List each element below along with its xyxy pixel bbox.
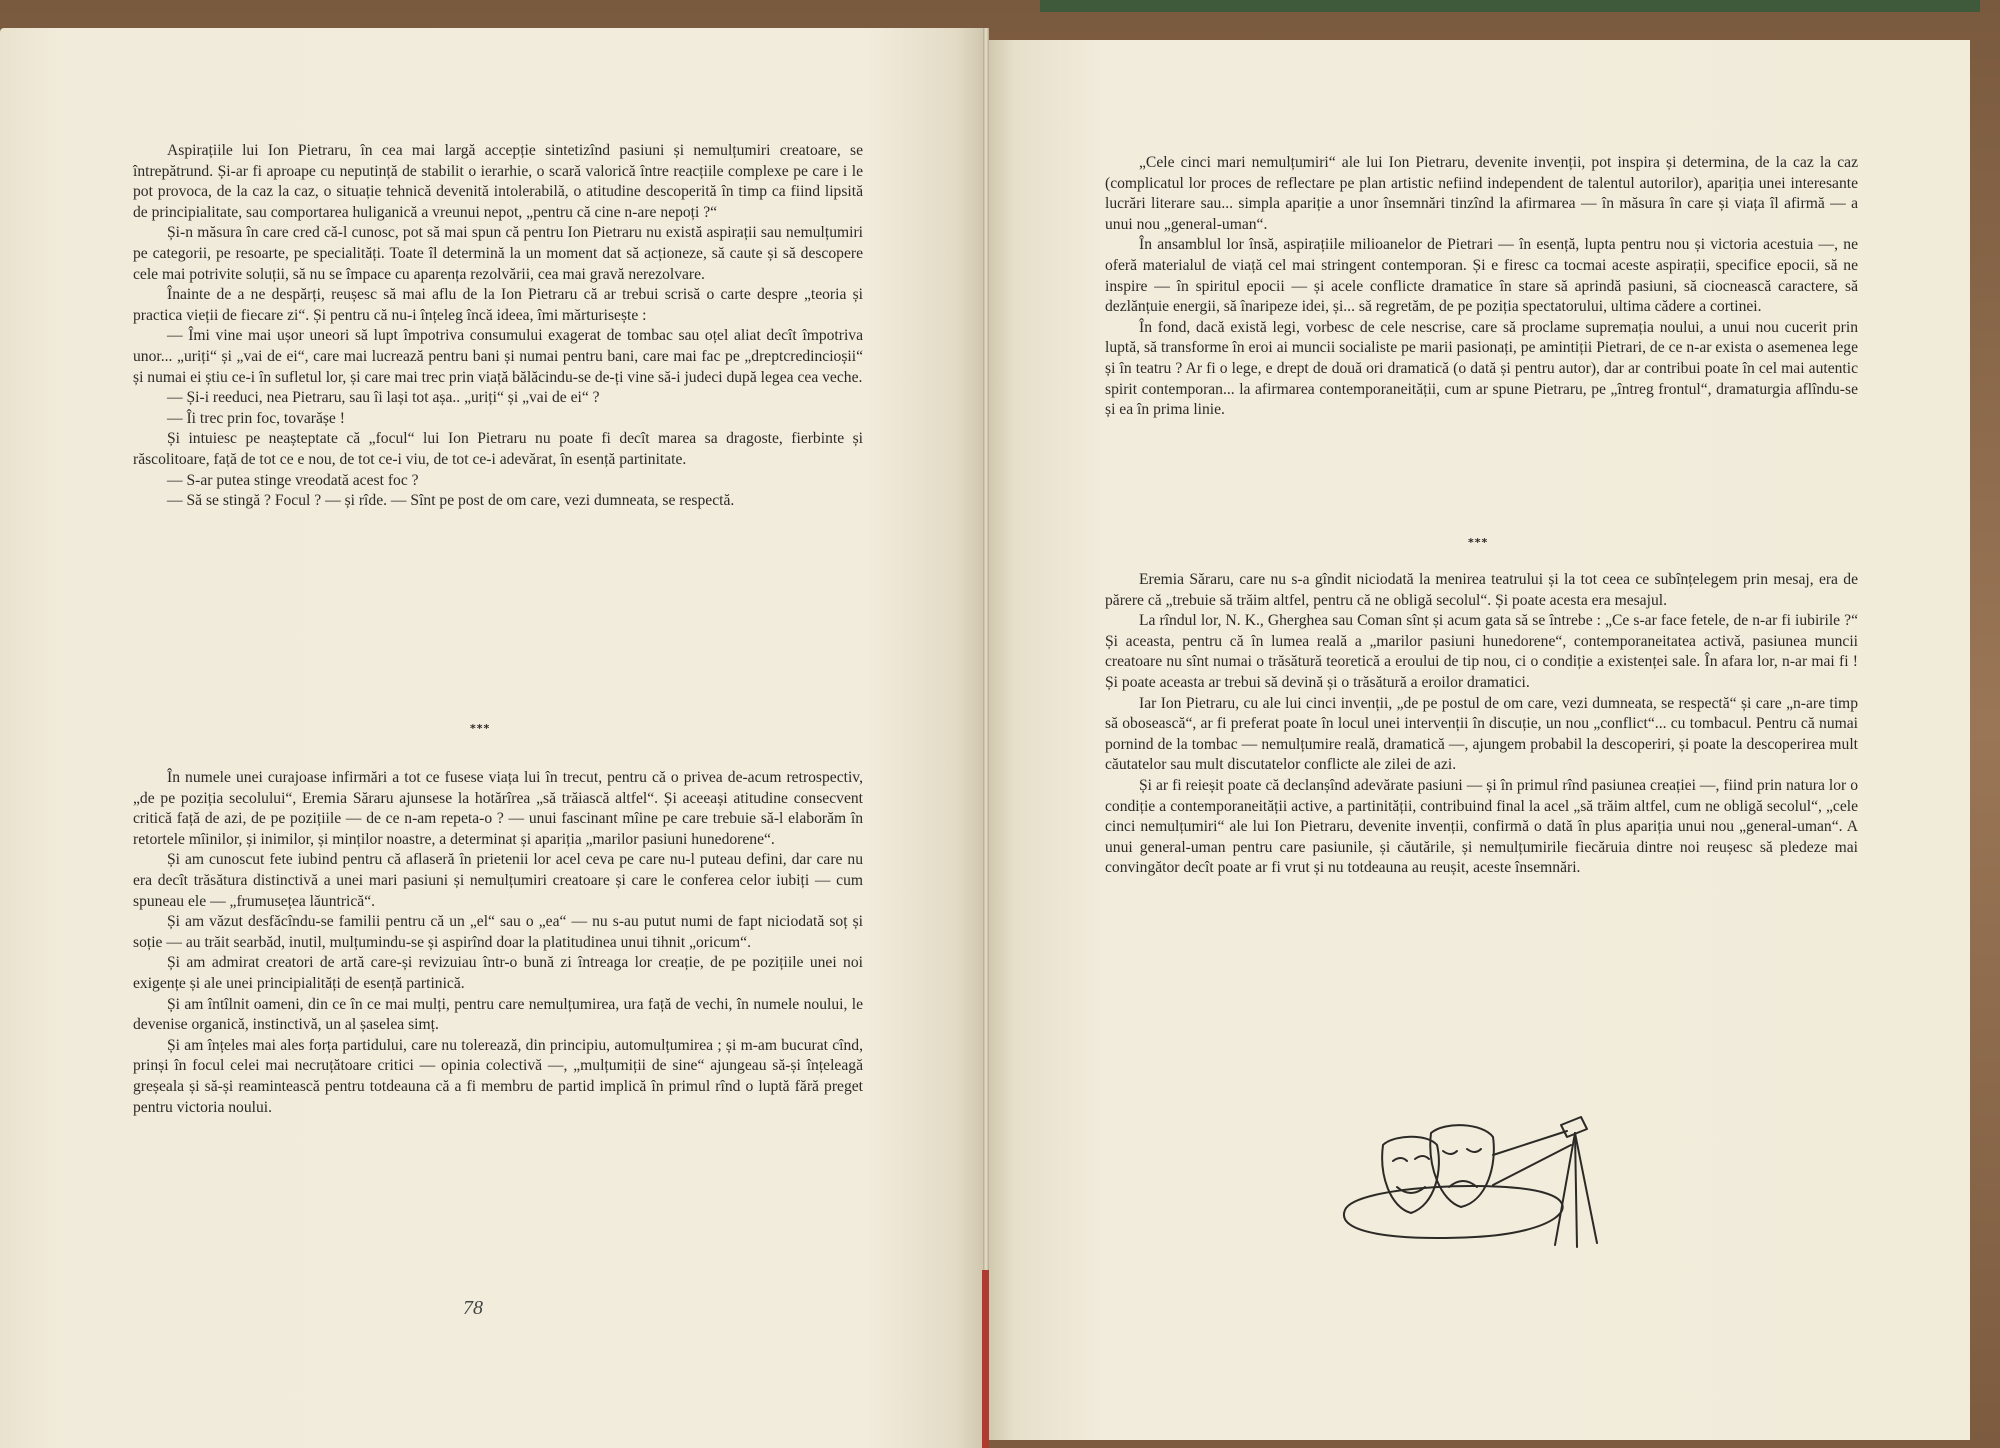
paragraph: Eremia Săraru, care nu s-a gîndit niciodată la menirea teatrului și la tot ceea ce subînțelegem prin mesaj, era de părere că „trebuie să trăim altfel, pentru că ne obligă secolul“. Și poate acesta era mesajul. bbox=[1105, 571, 1858, 609]
paragraph: Și ar fi reieșit poate că declanșînd adevărate pasiuni — și în primul rînd pasiunea creației —, fiind prin natura lor o condiție a contemporaneității active, a partinității, contribuind final la acel „să trăim altfel, cum ne obligă secolul“, „cele cinci nemulțumiri“ ale lui Ion Pietraru, devenite invenții, confirmă o dată în plus apariția unui nou „general-uman“. A unui general-uman pentru care pasiunile, și căutările, și nemulțumirile fiecăruia dintre noi reușesc să pledeze mai convingător decît poate ar fi vrut și nu totdeauna au reușit, aceste însemnări. bbox=[1105, 776, 1858, 877]
paragraph: În numele unei curajoase infirmări a tot ce fusese viața lui în trecut, pentru că o privea de-acum retrospectiv, „de pe poziția secolului“, Eremia Săraru ajunsese la hotărîrea „să trăiască altfel“. Și aceeași atitudine consecvent critică față de azi, de pe pozițiile — de ce n-am repeta-o ? — unui fascinant mîine pe care trebuie să-l elaborăm în retortele mîinilor, și inimilor, și minților noastre, a determinat și apariția „marilor pasiuni hunedorene“. bbox=[133, 769, 863, 848]
paragraph: Și am admirat creatori de artă care-și revizuiau într-o bună zi întreaga lor creație, de pe pozițiile unei noi exigențe și ale unei principialități de esență partinică. bbox=[133, 954, 863, 992]
paragraph: Iar Ion Pietraru, cu ale lui cinci invenții, „de pe postul de om care, vezi dumneata, se respectă“ și care „n-are timp să obosească“, ar fi preferat poate în locul unei intervenții în discuție, un nou „conflict“... cu tombacul. Pentru că numai pornind de la tombac — nemulțumire reală, dramatică —, ajungem probabil la descoperiri, și poate la descoperirea mult căutatelor sau mult discutatelor conflicte ale zilei de azi. bbox=[1105, 694, 1858, 774]
paragraph: Și-n măsura în care cred că-l cunosc, pot să mai spun că pentru Ion Pietraru nu există aspirații sau nemulțumiri pe categorii, pe resoarte, pe specialități. Toate îl determină la un moment dat să acționeze, să caute și să descopere cele mai potrivite soluții, să nu se împace cu aparența rezolvării, cea mai gravă nerezolvare. bbox=[133, 224, 863, 283]
paragraph: Și intuiesc pe neașteptate că „focul“ lui Ion Pietraru nu poate fi decît marea sa dragoste, fierbinte și răscolitoare, față de tot ce e nou, de tot ce-i viu, de tot ce-i adevărat, în esență partinitate. bbox=[133, 430, 863, 468]
paragraph: Și am înțeles mai ales forța partidului, care nu tolerează, din principiu, automulțumirea ; și m-am bucurat cînd, prinși în focul celei mai necruțătoare critici — opinia colectivă —, „mulțumiții de sine“ ajungeau să-și înțeleagă greșeala și să-și reamintească pentru totdeauna că a fi membru de partid implică în primul rînd o luptă fără preget pentru victoria noului. bbox=[133, 1036, 863, 1116]
paragraph: La rîndul lor, N. K., Gherghea sau Coman sînt și acum gata să se întrebe : „Ce s-ar face fetele, de n-ar fi iubirile ?“ Și aceasta, pentru că în lumea reală a „marilor pasiuni hunedorene“, contemporaneitatea activă, pasiunea muncii creatoare nu sînt numai o trăsătură teoretică a eroului de tip nou, ci o condiție a existenței sale. În afara lor, n-ar mai fi ! Și poate aceasta ar trebui să devină și o trăsătură a eroilor dramatici. bbox=[1105, 612, 1858, 691]
paragraph: Și am întîlnit oameni, din ce în ce mai mulți, pentru care nemulțumirea, ura față de vechi, în numele noului, le devenise organică, instinctivă, un al șaselea simț. bbox=[133, 995, 863, 1034]
dialogue-line: — Îi trec prin foc, tovarășe ! bbox=[167, 409, 345, 427]
paragraph: Și am văzut desfăcîndu-se familii pentru că un „el“ sau o „ea“ — nu s-au putut numi de fapt niciodată soț și soție — au trăit searbăd, inutil, mulțumindu-se și aspirînd doar la platitudinea unui tihnit „oricum“. bbox=[133, 913, 863, 951]
dialogue-line: — Îmi vine mai ușor uneori să lupt împotriva consumului exagerat de tombac sau oțel aliat decît împotriva unor... „uriți“ și „vai de ei“, care mai lucrează pentru bani și numai pentru bani, care mai fac pe „dreptcredincioșii“ și numai ei știu ce-i în sufletul lor, și care mai trec prin viață bălăcindu-se de-ți vine să-i judeci după legea cea veche. bbox=[133, 327, 863, 386]
theatre-masks-and-camera-icon bbox=[1335, 1115, 1635, 1255]
paragraph: Aspirațiile lui Ion Pietraru, în cea mai largă accepție sintetizînd pasiuni și nemulțumiri creatoare, se întrepătrund. Și-ar fi aproape cu neputință de stabilit o ierarhie, o scară valorică între reacțiile complexe pe care i le pot provoca, de la caz la caz, o situație tehnică devenită intolerabilă, o atitudine descoperită în timp ca fiind lipsită de principialitate, sau comportarea huliganică a vreunui nepot, „pentru că cine n-are nepoți ?“ bbox=[133, 142, 863, 221]
page-number: 78 bbox=[463, 1297, 483, 1319]
paragraph: „Cele cinci mari nemulțumiri“ ale lui Ion Pietraru, devenite invenții, pot inspira și determina, de la caz la caz (complicatul lor proces de reflectare pe plan artistic nefiind independent de talentul autorilor), apariția unei interesante lucrări literare sau... simpla apariție a unor însemnări tinzînd la afirmarea — în măsura în care și viața îl afirmă — a unui nou „general-uman“. bbox=[1105, 154, 1858, 233]
left-page-section-1 bbox=[133, 141, 863, 512]
spine-bookmark bbox=[982, 1270, 989, 1448]
left-page-section-2 bbox=[133, 768, 863, 1118]
section-separator: *** bbox=[1468, 536, 1489, 549]
section-separator: *** bbox=[470, 722, 491, 735]
paragraph: În fond, dacă există legi, vorbesc de cele nescrise, care să proclame supremația noului, a unui nou cucerit prin luptă, să transforme în eroi ai muncii socialiste pe marii pasionați, pe amintiții Pietrari, de ce n-ar exista o asemenea lege și în teatru ? Ar fi o lege, e drept de două ori dramatică (o dată și pentru autor), dar ar contribui poate în cel mai autentic spirit contemporan... la afirmarea contemporaneității, cum ar spune Pietraru, pe „întreg frontul“, dramaturgia aflîndu-se și ea în prima linie. bbox=[1105, 318, 1858, 419]
paragraph: În ansamblul lor însă, aspirațiile milioanelor de Pietrari — în esență, lupta pentru nou și victoria acestuia —, ne oferă materialul de viață cel mai stringent contemporan. Și e firesc ca tocmai aceste aspirații, specifice epocii, să ne inspire — în spiritul epocii — și acele conflicte dramatice în stare să aprindă pasiuni, să ciocnească caractere, să dezlănțuie energii, să înaripeze idei, și... să regretăm, de pe poziția spectatorului, ultima cădere a cortinei. bbox=[1105, 236, 1858, 316]
right-page-section-1 bbox=[1105, 153, 1858, 421]
paragraph: Înainte de a ne despărți, reușesc să mai aflu de la Ion Pietraru că ar trebui scrisă o carte despre „teoria și practica vieții de fiecare zi“. Și pentru că nu-i înțeleg încă ideea, îmi mărturisește : bbox=[133, 286, 863, 324]
dialogue-line: — S-ar putea stinge vreodată acest foc ? bbox=[167, 471, 419, 489]
book-spine bbox=[983, 28, 989, 1448]
paragraph: Și am cunoscut fete iubind pentru că aflaseră în prietenii lor acel ceva pe care nu-l puteau defini, dar care nu era decît trăsătura distinctivă a unei mari pasiuni și nemulțumiri creatoare și care le conferea celor iubiți — cum spuneau ele — „frumusețea lăuntrică“. bbox=[133, 851, 863, 910]
right-page-section-2 bbox=[1105, 570, 1858, 879]
dialogue-line: — Să se stingă ? Focul ? — și rîde. — Sînt pe post de om care, vezi dumneata, se respectă. bbox=[167, 492, 735, 510]
cover-edge-green bbox=[1040, 0, 1980, 12]
dialogue-line: — Și-i reeduci, nea Pietraru, sau îi lași tot așa.. „uriți“ și „vai de ei“ ? bbox=[167, 389, 600, 407]
